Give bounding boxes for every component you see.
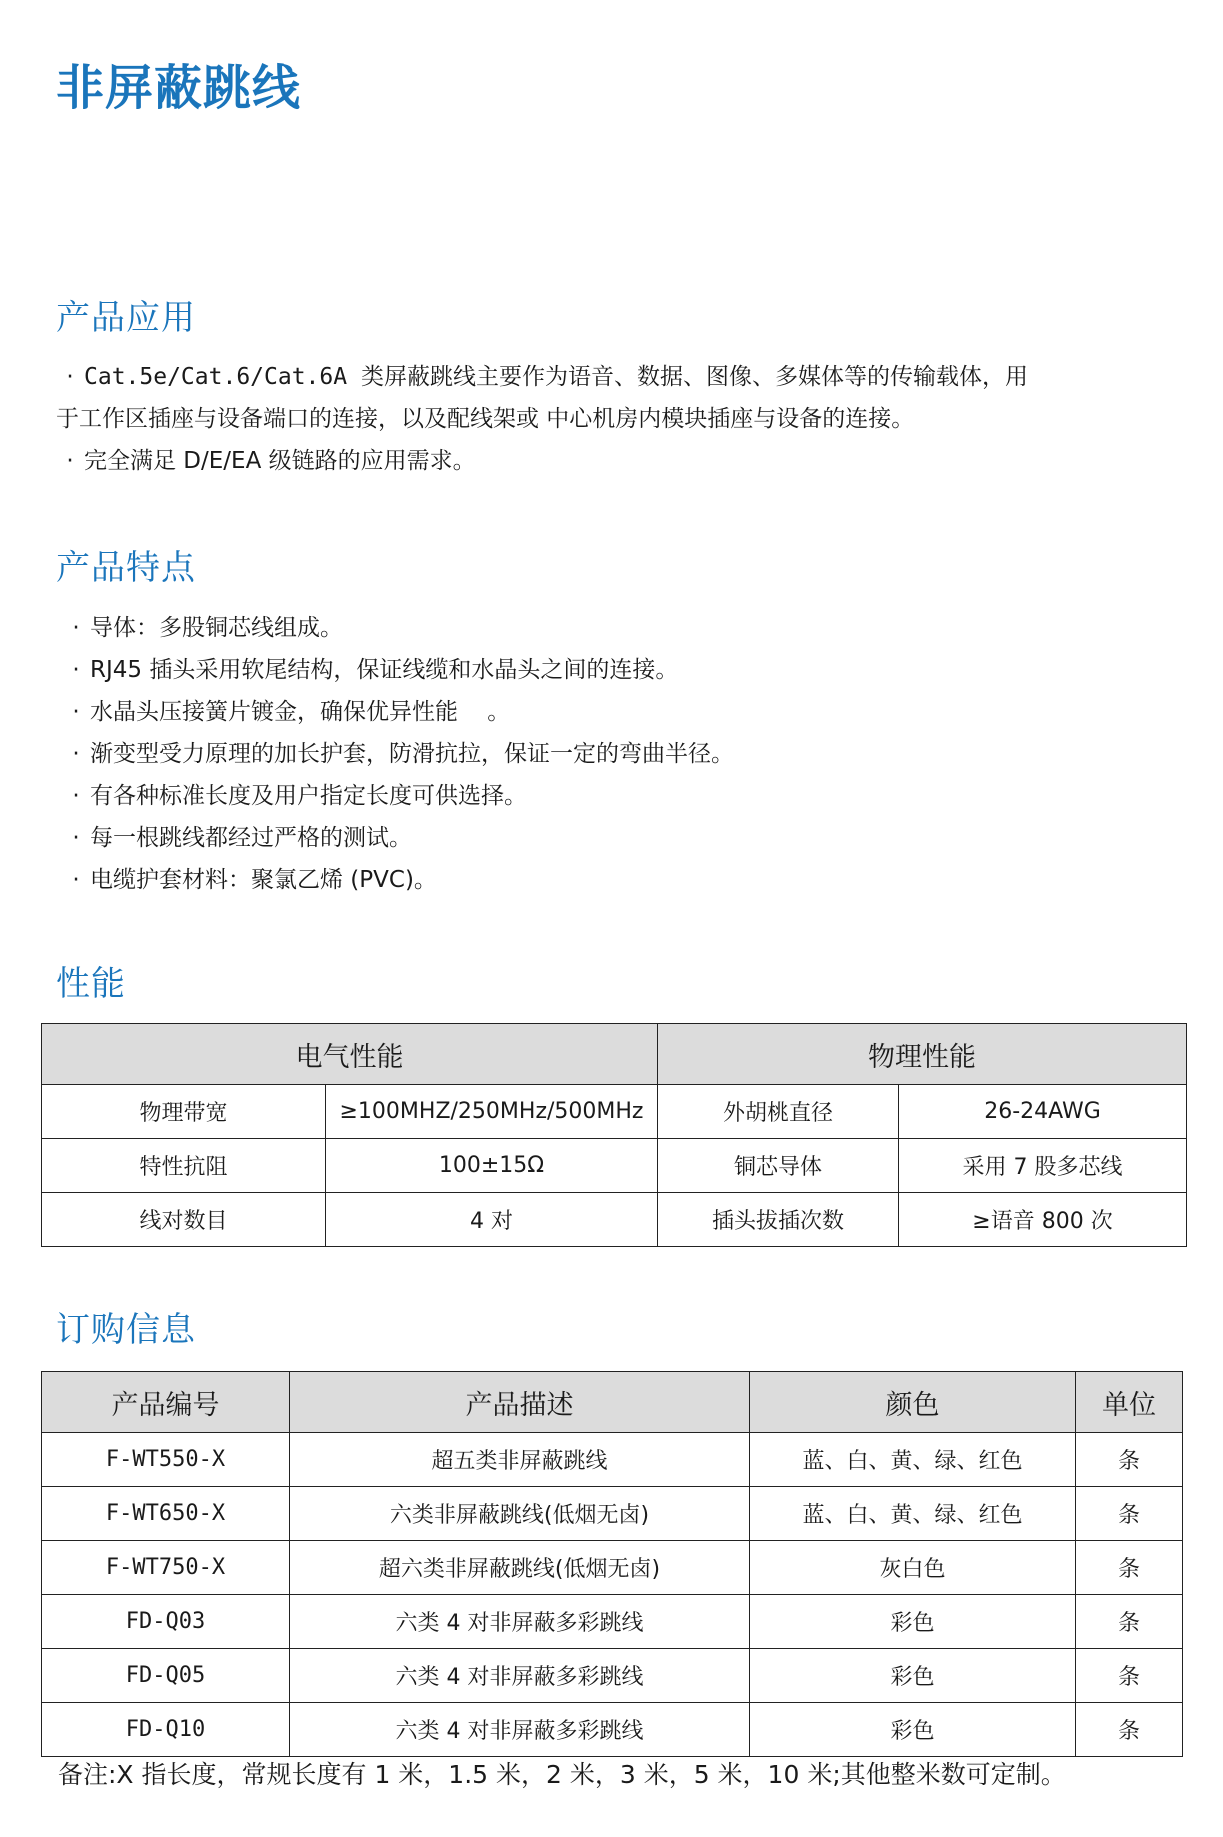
perf-label: 插头拔插次数: [658, 1193, 899, 1247]
application-line-text: 完全满足 D/E/EA 级链路的应用需求。: [84, 448, 476, 474]
section-heading-ordering: 订购信息: [56, 1310, 196, 1350]
application-text: [56, 356, 1176, 482]
product-description: 六类非屏蔽跳线(低烟无卤): [290, 1487, 750, 1541]
application-line-text: 于工作区插座与设备端口的连接，以及配线架或 中心机房内模块插座与设备的连接。: [56, 406, 915, 432]
feature-item: [62, 691, 1182, 733]
ordering-footnote: 备注:X 指长度，常规长度有 1 米，1.5 米，2 米，3 米，5 米，10 米;其他整米数可定制。: [58, 1760, 1066, 1789]
header-physical: 物理性能: [658, 1024, 1187, 1085]
product-code: F-WT750-X: [42, 1541, 290, 1595]
table-row: [42, 1703, 1183, 1757]
perf-label: 铜芯导体: [658, 1139, 899, 1193]
feature-item: [62, 859, 1182, 901]
perf-value: ≥语音 800 次: [899, 1193, 1187, 1247]
header-unit: 单位: [1076, 1372, 1183, 1433]
application-line: [56, 398, 1176, 440]
section-heading-performance: 性能: [56, 964, 126, 1004]
table-row: [42, 1139, 1187, 1193]
product-unit: 条: [1076, 1703, 1183, 1757]
perf-value: 26-24AWG: [899, 1085, 1187, 1139]
table-row: [42, 1193, 1187, 1247]
product-unit: 条: [1076, 1433, 1183, 1487]
product-unit: 条: [1076, 1595, 1183, 1649]
perf-label: 特性抗阻: [42, 1139, 326, 1193]
feature-item: [62, 607, 1182, 649]
feature-text: 电缆护套材料：聚氯乙烯 (PVC)。: [90, 867, 437, 893]
perf-value: 采用 7 股多芯线: [899, 1139, 1187, 1193]
header-electrical: 电气性能: [42, 1024, 658, 1085]
product-description: 超五类非屏蔽跳线: [290, 1433, 750, 1487]
application-line: [56, 440, 1176, 482]
bullet-dot: ·: [72, 825, 80, 851]
product-description: 超六类非屏蔽跳线(低烟无卤): [290, 1541, 750, 1595]
product-code: F-WT550-X: [42, 1433, 290, 1487]
perf-label: 物理带宽: [42, 1085, 326, 1139]
table-row: [42, 1433, 1183, 1487]
performance-header-row: [42, 1024, 1187, 1085]
table-row: [42, 1487, 1183, 1541]
product-code: F-WT650-X: [42, 1487, 290, 1541]
product-code: FD-Q05: [42, 1649, 290, 1703]
bullet-dot: ·: [66, 448, 74, 474]
product-description: 六类 4 对非屏蔽多彩跳线: [290, 1595, 750, 1649]
feature-text: 渐变型受力原理的加长护套，防滑抗拉，保证一定的弯曲半径。: [90, 741, 734, 767]
feature-text: 水晶头压接簧片镀金，确保优异性能 。: [90, 699, 511, 725]
perf-label: 外胡桃直径: [658, 1085, 899, 1139]
product-code: FD-Q10: [42, 1703, 290, 1757]
bullet-dot: ·: [72, 741, 80, 767]
feature-item: [62, 817, 1182, 859]
ordering-table: [41, 1371, 1183, 1757]
feature-item: [62, 649, 1182, 691]
table-row: [42, 1541, 1183, 1595]
application-line: [56, 356, 1176, 398]
header-description: 产品描述: [290, 1372, 750, 1433]
product-color: 彩色: [750, 1703, 1076, 1757]
product-color: 灰白色: [750, 1541, 1076, 1595]
product-color: 彩色: [750, 1649, 1076, 1703]
product-description: 六类 4 对非屏蔽多彩跳线: [290, 1703, 750, 1757]
features-list: [62, 607, 1182, 901]
ordering-header-row: [42, 1372, 1183, 1433]
performance-table: [41, 1023, 1187, 1247]
page-title: 非屏蔽跳线: [56, 60, 302, 116]
section-heading-features: 产品特点: [56, 548, 196, 588]
product-description: 六类 4 对非屏蔽多彩跳线: [290, 1649, 750, 1703]
product-code: FD-Q03: [42, 1595, 290, 1649]
bullet-dot: ·: [72, 657, 80, 683]
header-product-code: 产品编号: [42, 1372, 290, 1433]
feature-text: 每一根跳线都经过严格的测试。: [90, 825, 412, 851]
table-row: [42, 1649, 1183, 1703]
perf-label: 线对数目: [42, 1193, 326, 1247]
bullet-dot: ·: [72, 783, 80, 809]
bullet-dot: ·: [72, 699, 80, 725]
perf-value: ≥100MHZ/250MHz/500MHz: [326, 1085, 658, 1139]
table-row: [42, 1085, 1187, 1139]
bullet-dot: ·: [72, 867, 80, 893]
bullet-dot: ·: [66, 364, 74, 390]
product-unit: 条: [1076, 1541, 1183, 1595]
product-unit: 条: [1076, 1487, 1183, 1541]
product-unit: 条: [1076, 1649, 1183, 1703]
header-color: 颜色: [750, 1372, 1076, 1433]
product-color: 蓝、白、黄、绿、红色: [750, 1487, 1076, 1541]
product-color: 蓝、白、黄、绿、红色: [750, 1433, 1076, 1487]
product-color: 彩色: [750, 1595, 1076, 1649]
feature-text: 导体：多股铜芯线组成。: [90, 615, 343, 641]
application-line-text: Cat.5e/Cat.6/Cat.6A 类屏蔽跳线主要作为语音、数据、图像、多媒体等的传输载体，用: [84, 364, 1028, 390]
feature-text: RJ45 插头采用软尾结构，保证线缆和水晶头之间的连接。: [90, 657, 679, 683]
feature-text: 有各种标准长度及用户指定长度可供选择。: [90, 783, 527, 809]
section-heading-application: 产品应用: [56, 298, 196, 338]
feature-item: [62, 733, 1182, 775]
perf-value: 100±15Ω: [326, 1139, 658, 1193]
table-row: [42, 1595, 1183, 1649]
perf-value: 4 对: [326, 1193, 658, 1247]
bullet-dot: ·: [72, 615, 80, 641]
feature-item: [62, 775, 1182, 817]
